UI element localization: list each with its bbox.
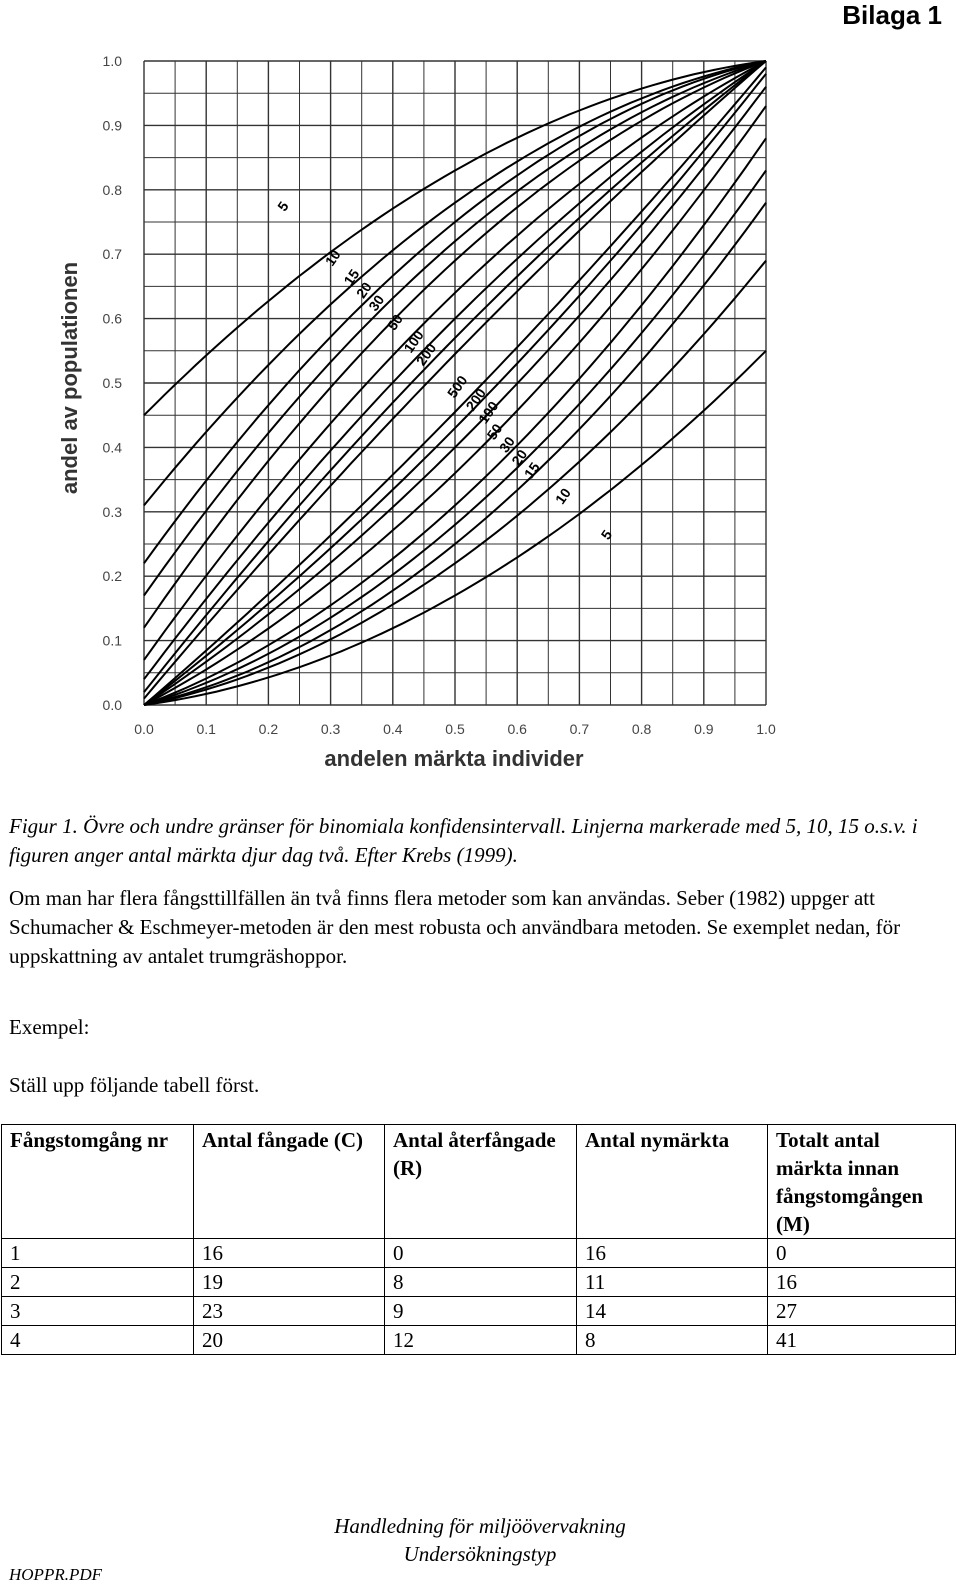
table-row [2,1268,956,1297]
table-cell: 1 [2,1239,194,1268]
table-cell: 19 [194,1268,385,1297]
appendix-label: Bilaga 1 [842,0,942,30]
x-tick-label: 0.1 [196,721,216,737]
table-cell: 23 [194,1297,385,1326]
lower-curve-label: 15 [520,459,543,482]
lower-curve-label: 20 [508,446,531,469]
x-tick-label: 0.8 [631,721,652,737]
lower-curve-label: 100 [474,398,502,427]
table-cell: 2 [2,1268,194,1297]
figure-caption: Figur 1. Övre och undre gränser för binomiala konfidensintervall. Linjerna markerade med 5, 10, 15 o.s.v. i figuren anger antal märkta djur dag två. Efter Krebs (1999). [9,814,918,867]
upper-curve-label: 5 [274,198,292,215]
x-tick-label: 0.2 [258,721,279,737]
table-cell: 27 [768,1297,956,1326]
chart-ticks [103,53,776,737]
footer-title: Handledning för miljöövervakning [334,1514,626,1538]
header-newly-marked: Antal nymärkta [577,1125,768,1239]
table-cell: 4 [2,1326,194,1355]
upper-curve-label: 50 [383,311,406,334]
capture-table [1,1124,956,1355]
confidence-interval-chart [0,40,960,780]
table-cell: 16 [194,1239,385,1268]
upper-curve-label: 200 [412,340,440,369]
lower-curve-label: 10 [551,485,574,508]
file-name: HOPPR.PDF [9,1565,103,1584]
lower-curve-label: 50 [483,420,506,443]
x-tick-label: 0.4 [383,721,403,737]
table-row [2,1297,956,1326]
header-captured: Antal fångade (C) [194,1125,385,1239]
y-tick-label: 0.2 [102,568,122,585]
lower-curve-label: 500 [443,372,471,401]
y-tick-label: 0.6 [102,310,122,327]
upper-curve-label: 20 [352,279,375,301]
y-axis-title: andel av populationen [57,261,82,495]
y-tick-label: 0.7 [102,246,122,263]
table-header-row [2,1125,956,1239]
y-tick-label: 0.1 [102,632,122,649]
y-tick-label: 0.0 [102,697,122,713]
x-tick-label: 0.0 [134,721,154,737]
table-cell: 20 [194,1326,385,1355]
y-tick-label: 0.4 [102,439,122,456]
header-round-number: Fångstomgång nr [2,1125,194,1239]
table-cell: 12 [385,1326,577,1355]
x-axis-title: andelen märkta individer [324,746,584,771]
table-cell: 0 [385,1239,577,1268]
x-tick-label: 1.0 [756,721,776,737]
table-cell: 41 [768,1326,956,1355]
y-tick-label: 1.0 [102,53,122,69]
x-tick-label: 0.6 [507,721,527,737]
table-cell: 16 [577,1239,768,1268]
upper-curve-label: 10 [321,246,344,269]
lower-curve-label: 30 [495,433,518,456]
table-row [2,1239,956,1268]
table-cell: 8 [577,1326,768,1355]
y-tick-label: 0.9 [102,117,122,134]
setup-paragraph: Ställ upp följande tabell först. [9,1073,260,1097]
x-tick-label: 0.3 [320,721,341,737]
intro-paragraph: Om man har flera fångsttillfällen än två finns flera metoder som kan användas. Seber (1982) uppger att Schumacher & Eschmeyer-metoden är den mest robusta och användbara metoden. Se exemplet nedan, för uppskattning av antalet trumgräshoppor. [9,886,901,968]
lower-curve-label: 5 [597,526,616,543]
table-cell: 11 [577,1268,768,1297]
x-tick-label: 0.9 [694,721,714,737]
footer-subtitle: Undersökningstyp [403,1542,557,1566]
table-cell: 3 [2,1297,194,1326]
table-cell: 0 [768,1239,956,1268]
y-tick-label: 0.5 [102,375,122,391]
upper-curve-label: 100 [400,327,427,356]
table-cell: 8 [385,1268,577,1297]
header-recaptured: Antal återfångade (R) [385,1125,577,1239]
upper-curve-label: 15 [340,266,363,289]
y-tick-label: 0.3 [102,503,122,520]
example-heading: Exempel: [9,1015,90,1039]
table-row [2,1326,956,1355]
x-tick-label: 0.7 [569,721,590,737]
lower-curve-label: 200 [462,385,490,414]
table-cell: 16 [768,1268,956,1297]
upper-curve-label: 30 [365,291,388,314]
x-tick-label: 0.5 [445,721,465,737]
header-total-marked: Totalt antal märkta innan fångstomgången (M) [768,1125,956,1239]
table-cell: 9 [385,1297,577,1326]
y-tick-label: 0.8 [102,181,122,198]
table-cell: 14 [577,1297,768,1326]
